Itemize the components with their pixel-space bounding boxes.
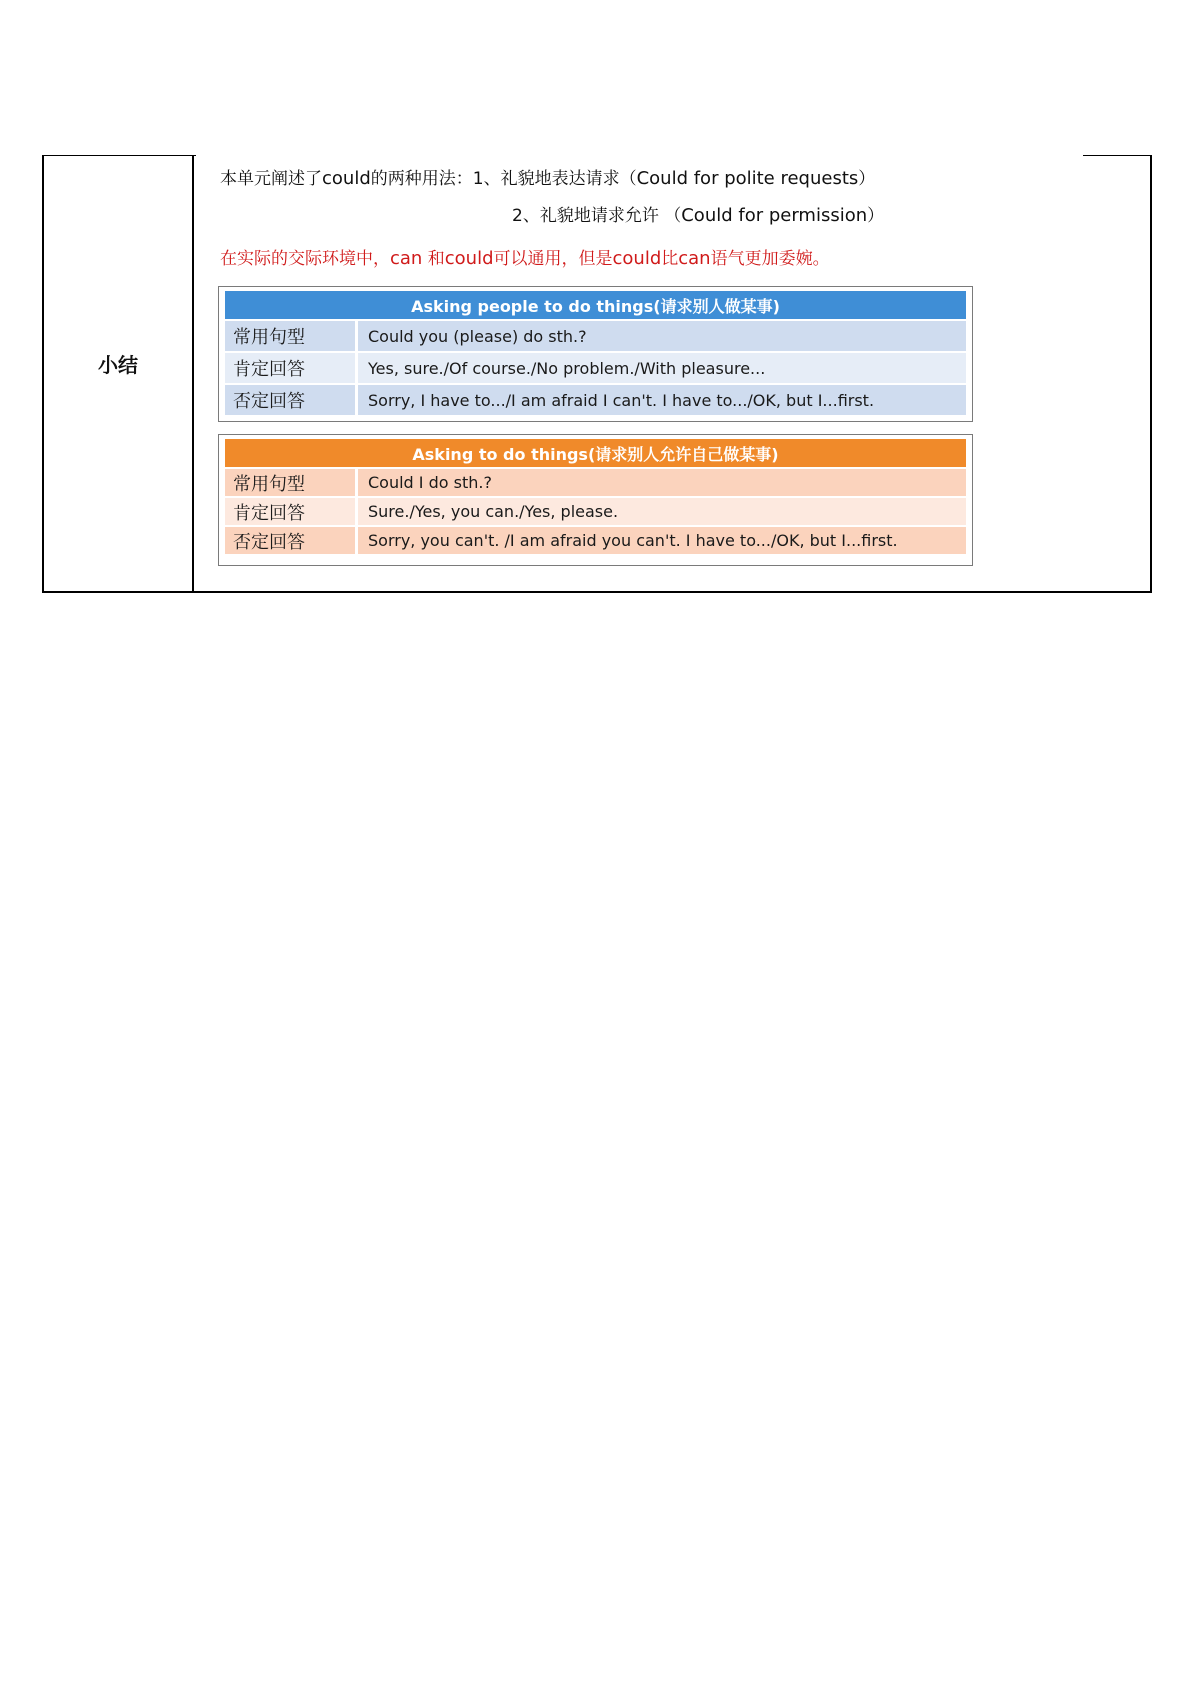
row-key: 肯定回答 <box>225 353 355 383</box>
row-key: 否定回答 <box>225 385 355 415</box>
could-word: could <box>322 168 371 189</box>
row-key: 肯定回答 <box>225 498 355 525</box>
note-text: 语气更加委婉。 <box>710 249 830 269</box>
summary-table <box>42 155 1152 593</box>
note-line <box>220 244 830 269</box>
intro-text: 的两种用法：1、礼貌地表达请求（ <box>370 169 637 189</box>
note-text: can <box>678 248 711 269</box>
note-text: could <box>444 248 494 269</box>
table-row <box>225 321 966 351</box>
row-value: Sure./Yes, you can./Yes, please. <box>358 498 966 525</box>
polite-requests-label: Could for polite requests <box>636 168 859 189</box>
intro-text: ） <box>867 206 885 226</box>
intro-text: 本单元阐述了 <box>220 169 322 189</box>
intro-text: ） <box>858 169 876 189</box>
note-text: can <box>390 248 423 269</box>
intro-line-1 <box>220 164 875 189</box>
requests-table <box>218 286 973 422</box>
requests-table-title: Asking people to do things(请求别人做某事) <box>225 291 966 319</box>
row-key: 否定回答 <box>225 527 355 554</box>
note-text: 可以通用，但是 <box>493 249 613 269</box>
permission-label: Could for permission <box>681 205 868 226</box>
row-key: 常用句型 <box>225 321 355 351</box>
intro-line-2 <box>512 201 884 226</box>
row-value: Sorry, I have to.../I am afraid I can't. I have to.../OK, but I...first. <box>358 385 966 415</box>
top-border-gap <box>196 154 1083 157</box>
row-value: Could I do sth.? <box>358 469 966 496</box>
note-text: could <box>612 248 662 269</box>
row-value: Could you (please) do sth.? <box>358 321 966 351</box>
content-cell <box>196 156 1150 591</box>
table-row <box>225 353 966 383</box>
table-row <box>225 527 966 554</box>
table-row <box>225 385 966 415</box>
note-text: 和 <box>422 249 445 269</box>
table-row <box>225 469 966 496</box>
permission-table <box>218 434 973 566</box>
note-text: 在实际的交际环境中， <box>220 249 390 269</box>
intro-text: 2、礼貌地请求允许 （ <box>512 206 682 226</box>
row-value: Sorry, you can't. /I am afraid you can't. I have to.../OK, but I...first. <box>358 527 966 554</box>
label-cell <box>44 156 194 591</box>
table-row <box>225 498 966 525</box>
note-text: 比 <box>661 249 679 269</box>
permission-table-title: Asking to do things(请求别人允许自己做某事) <box>225 439 966 467</box>
row-key: 常用句型 <box>225 469 355 496</box>
section-label: 小结 <box>98 353 138 377</box>
row-value: Yes, sure./Of course./No problem./With pleasure... <box>358 353 966 383</box>
